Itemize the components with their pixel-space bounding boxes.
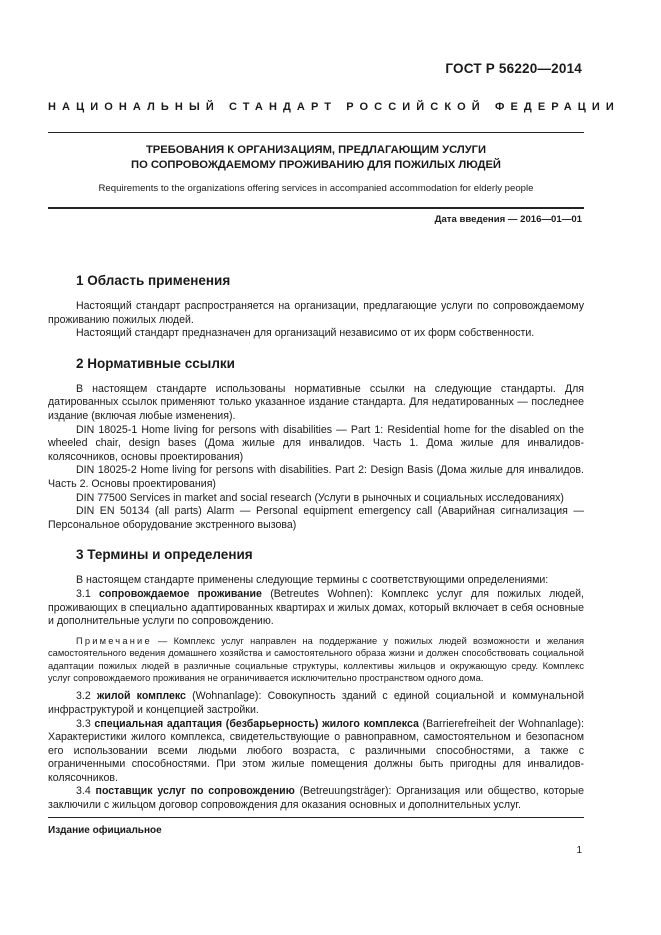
footer-divider xyxy=(48,817,584,818)
national-standard-caption: НАЦИОНАЛЬНЫЙ СТАНДАРТ РОССИЙСКОЙ ФЕДЕРАЦИИ xyxy=(48,101,620,113)
section-terms xyxy=(48,546,584,812)
term-name: сопровождаемое проживание xyxy=(99,587,262,600)
paragraph: В настоящем стандарте использованы нормативные ссылки на следующие стандарты. Для датированных ссылок применяют только указанное издание стандарта. Для недатированных — последнее издание (включая любые изменения). xyxy=(48,382,584,422)
term-definition xyxy=(48,588,584,629)
paragraph: Настоящий стандарт предназначен для организаций независимо от их форм собственности. xyxy=(76,327,535,340)
term-number: 3.1 xyxy=(76,587,99,600)
title-line-2: ПО СОПРОВОЖДАЕМОМУ ПРОЖИВАНИЮ ДЛЯ ПОЖИЛЫХ ЛЮДЕЙ xyxy=(131,159,501,171)
term-number: 3.2 xyxy=(76,690,97,703)
paragraph: Настоящий стандарт распространяется на организации, предлагающие услуги по сопровождаемому проживанию пожилых людей. xyxy=(48,300,584,326)
term-number: 3.3 xyxy=(76,717,95,730)
title-line-1: ТРЕБОВАНИЯ К ОРГАНИЗАЦИЯМ, ПРЕДЛАГАЮЩИМ УСЛУГИ xyxy=(145,144,487,156)
page-number: 1 xyxy=(576,845,582,856)
term-text: (Barrierefreiheit der Wohnanlage): Характеристики жилого комплекса, свидетельствующие о равноправном, самостоятельном и безопасном его использовании всеми людьми любого возраста, с различными способностями, а также с ограниченными способностями. При этом жилые помещения должны быть пригодны для инвалидов-колясочников. xyxy=(48,717,584,784)
section-heading: 3 Термины и определения xyxy=(76,547,253,563)
term-definition xyxy=(48,690,584,717)
reference-item: DIN EN 50134 (all parts) Alarm — Personal equipment emergency call (Аварийная сигнализация — Персональное оборудование экстренного вызова) xyxy=(48,505,584,531)
note-label: Примечание xyxy=(76,635,152,646)
standard-code: ГОСТ Р 56220—2014 xyxy=(445,61,582,76)
header-divider xyxy=(48,132,584,133)
note-text: — Комплекс услуг направлен на поддержание у пожилых людей возможности и желания самостоятельного ведения домашнего хозяйства и самостоятельного образа жизни и должен способствовать социальной адаптации пожилых людей в различные социальные структуры, коллективы жильцов и окружающую среду. Комплекс услуг сопровождаемого проживания не ограничивается исключительно пространством одного дома. xyxy=(48,635,584,683)
document-body xyxy=(48,272,584,827)
section-heading: 2 Нормативные ссылки xyxy=(76,355,235,371)
reference-item: DIN 77500 Services in market and social research (Услуги в рыночных и социальных исследованиях) xyxy=(76,491,564,504)
term-name: жилой комплекс xyxy=(96,690,186,703)
title-english: Requirements to the organizations offering services in accompanied accommodation for elderly people xyxy=(98,183,534,194)
title-divider xyxy=(48,207,584,209)
term-definition xyxy=(48,718,584,786)
section-scope xyxy=(48,272,584,341)
term-definition xyxy=(48,785,584,812)
paragraph: В настоящем стандарте применены следующие термины с соответствующими определениями: xyxy=(76,574,549,587)
term-text: (Wohnanlage): Совокупность зданий с единой социальной и коммунальной инфраструктурой и концепцией застройки. xyxy=(48,690,584,716)
term-text: (Betreutes Wohnen): Комплекс услуг для пожилых людей, проживающих в специально адаптированных квартирах и жилых домах, который включает в себя основные и дополнительные услуги по сопровождению. xyxy=(48,587,584,628)
section-heading: 1 Область применения xyxy=(76,273,231,288)
term-number: 3.4 xyxy=(76,785,96,798)
edition-label: Издание официальное xyxy=(48,825,162,836)
term-name: поставщик услуг по сопровождению xyxy=(95,785,295,798)
reference-item: DIN 18025-2 Home living for persons with disabilities. Part 2: Design Basis (Дома жилые для инвалидов. Часть 2. Основы проектирования) xyxy=(48,464,584,490)
introduction-date: Дата введения — 2016—01—01 xyxy=(434,214,582,225)
section-normative-references xyxy=(48,355,584,533)
reference-item: DIN 18025-1 Home living for persons with disabilities — Part 1: Residential home for the disabled on the wheeled chair, design bases (Дома жилые для инвалидов. Часть 1. Дома жилые для инвалидов-колясочников, основы проектирования) xyxy=(48,423,584,463)
term-text: (Betreuungsträger): Организация или общество, которые заключили с жильцом договор сопровождения для оказания основных и дополнительных услуг. xyxy=(48,785,584,812)
note xyxy=(48,635,584,685)
term-name: специальная адаптация (безбарьерность) жилого комплекса xyxy=(94,717,419,730)
document-title xyxy=(48,143,584,173)
